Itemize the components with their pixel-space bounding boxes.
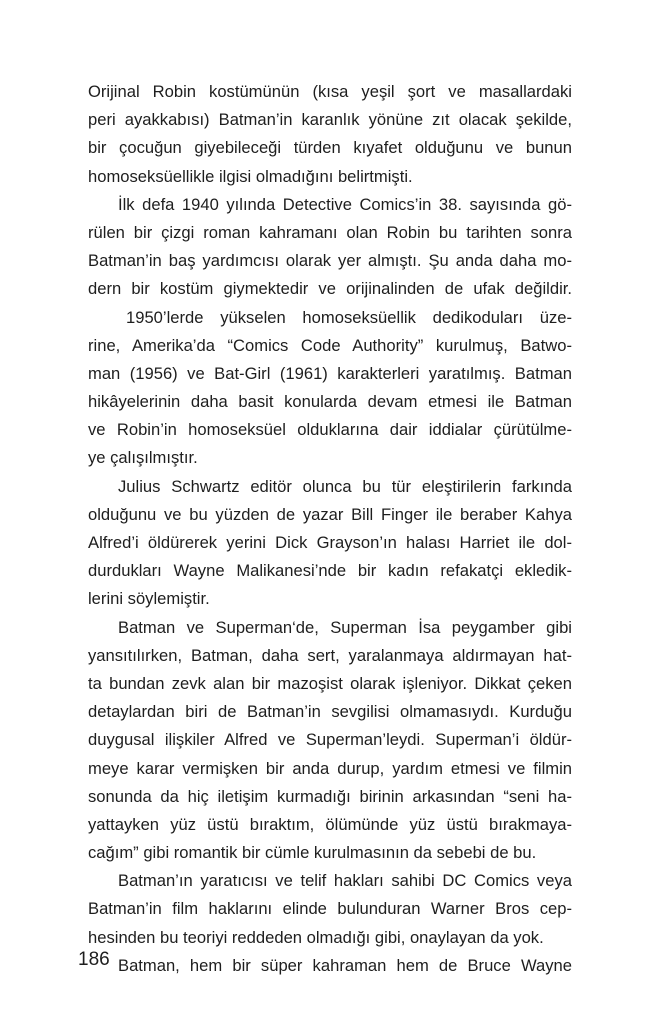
text-line: Batman ve Superman‘de, Superman İsa peygamber gibi — [118, 617, 572, 637]
text-line: ve Robin’in homoseksüel olduklarına dair iddialar çürütülme- — [88, 420, 572, 440]
text-line: meye karar vermişken bir anda durup, yardım etmesi ve filmin — [88, 758, 572, 778]
text-line: yansıtılırken, Batman, daha sert, yaralanmaya aldırmayan hat- — [88, 645, 572, 665]
text-line: Batman’ın yaratıcısı ve telif hakları sahibi DC Comics veya — [118, 871, 572, 891]
text-line: cağım” gibi romantik bir cümle kurulmasının da sebebi de bu. — [88, 843, 537, 863]
body-text — [88, 78, 572, 980]
text-line: peri ayakkabısı) Batman’in karanlık yönüne zıt olacak şekilde, — [88, 110, 572, 130]
text-line: İlk defa 1940 yılında Detective Comics’in 38. sayısında gö- — [118, 194, 572, 214]
page-number: 186 — [78, 949, 110, 970]
text-line: rülen bir çizgi roman kahramanı olan Robin bu tarihten sonra — [88, 222, 572, 242]
text-line: durdukları Wayne Malikanesi’nde bir kadın refakatçi ekledik- — [88, 561, 572, 581]
text-line: Orijinal Robin kostümünün (kısa yeşil şort ve masallardaki — [88, 82, 572, 101]
text-line: Batman, hem bir süper kahraman hem de Bruce Wayne — [118, 955, 572, 975]
text-line: Batman’in film haklarını elinde bulunduran Warner Bros cep- — [88, 899, 572, 919]
text-line: hesinden bu teoriyi reddeden olmadığı gibi, onaylayan da yok. — [88, 927, 544, 947]
text-line: 1950’lerde yükselen homoseksüellik dedikoduları üze- — [126, 307, 572, 327]
text-line: duygusal ilişkiler Alfred ve Superman’leydi. Superman’i öldür- — [88, 730, 572, 750]
text-line: man (1956) ve Bat-Girl (1961) karakterleri yaratılmış. Batman — [88, 363, 572, 383]
text-line: sonunda da hiç iletişim kurmadığı birinin arkasından “seni ha- — [88, 786, 572, 806]
text-line: ta bundan zevk alan bir mazoşist olarak işleniyor. Dikkat çeken — [88, 673, 572, 693]
text-line: yattayken yüz üstü bıraktım, ölümünde yüz üstü bırakmaya- — [88, 814, 572, 834]
text-line: rine, Amerika’da “Comics Code Authority” kurulmuş, Batwo- — [88, 335, 572, 355]
text-line: Alfred’i öldürerek yerini Dick Grayson’ın halası Harriet ile dol- — [88, 533, 572, 552]
text-line: dern bir kostüm giymektedir ve orijinalinden de ufak değildir. — [88, 279, 572, 299]
text-line: Julius Schwartz editör olunca bu tür eleştirilerin farkında — [118, 476, 572, 496]
text-line: lerini söylemiştir. — [88, 589, 210, 609]
text-line: homoseksüellikle ilgisi olmadığını belirtmişti. — [88, 166, 413, 186]
text-line: olduğunu ve bu yüzden de yazar Bill Finger ile beraber Kahya — [88, 504, 572, 524]
text-line: ye çalışılmıştır. — [88, 448, 198, 468]
text-line: Batman’in baş yardımcısı olarak yer almıştı. Şu anda daha mo- — [88, 251, 572, 271]
text-line: hikâyelerinin daha basit konularda devam etmesi ile Batman — [88, 392, 572, 412]
text-line: detaylardan biri de Batman’in sevgilisi olmamasıydı. Kurduğu — [88, 702, 572, 722]
text-line: bir çocuğun giyebileceği türden kıyafet olduğunu ve bunun — [88, 138, 572, 158]
